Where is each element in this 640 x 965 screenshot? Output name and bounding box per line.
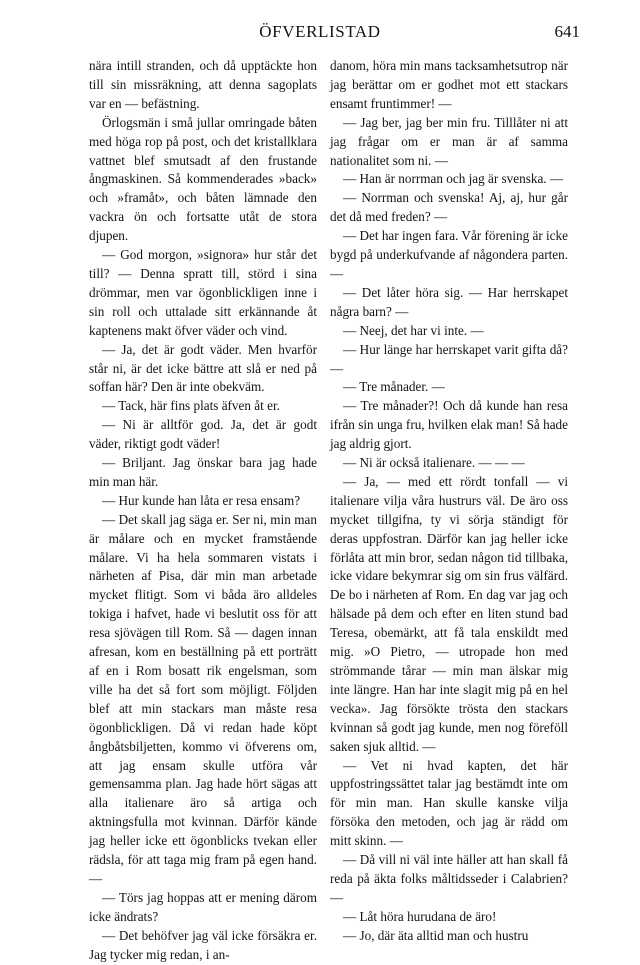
paragraph: — Norrman och svenska! Aj, aj, hur går det då med freden? —: [330, 190, 568, 225]
page-header: [60, 22, 580, 46]
paragraph: — Briljant. Jag önskar bara jag hade min man här.: [89, 455, 317, 489]
paragraph: — Neej, det har vi inte. —: [343, 322, 484, 338]
paragraph: — Det har ingen fara. Vår förening är icke bygd på underkufvande af någondera parten. —: [330, 228, 568, 281]
paragraph: — Hur kunde han låta er resa ensam?: [102, 492, 301, 508]
paragraph: — Tre månader. —: [343, 379, 445, 395]
paragraph: — Ni är alltför god. Ja, det är godt väder, riktigt godt väder!: [89, 417, 317, 452]
paragraph: — Tack, här fins plats äfven åt er.: [102, 398, 280, 414]
paragraph: — Ni är också italienare. — — —: [343, 455, 525, 471]
paragraph: — Jag ber, jag ber min fru. Tilllåter ni att jag frågar om er man är af samma nationalitet som ni. —: [330, 114, 568, 168]
left-text-column: [89, 57, 317, 965]
paragraph: — Låt höra hurudana de äro!: [343, 908, 497, 924]
paragraph: nära intill stranden, och då upptäckte hon till sin missräkning, att denna sagoplats var en — befästning.: [89, 58, 317, 111]
paragraph: — Då vill ni väl inte häller att han skall få reda på äkta folks måltidsseder i Calabrien? —: [330, 852, 568, 905]
paragraph: — Törs jag hoppas att er mening därom icke ändrats?: [89, 889, 317, 924]
paragraph: — Det behöfver jag väl icke försäkra er. Jag tycker mig redan, i an-: [89, 927, 317, 962]
right-text-column: [330, 57, 568, 946]
paragraph: Örlogsmän i små jullar omringade båten med höga rop på post, och det kristallklara vattnet blef smutsadt af den frustande ångmaskinen. Så kommenderades »back» och »framåt», och båten lämnade den vackra ön och fortsatte utåt de stora djupen.: [89, 114, 317, 244]
paragraph: — Jo, där äta alltid man och hustru: [343, 927, 529, 943]
paragraph: — Det låter höra sig. — Har herrskapet några barn? —: [330, 284, 568, 319]
paragraph: — Ja, det är godt väder. Men hvarför står ni, är det icke bättre att slå er ned på soffan här? Den är inte obekväm.: [89, 341, 317, 395]
paragraph: — Hur länge har herrskapet varit gifta då? —: [330, 341, 568, 376]
paragraph: — Tre månader?! Och då kunde han resa ifrån sin unga fru, hvilken elak man! Så hade jag aldrig gjort.: [330, 398, 568, 452]
page-title: ÖFVERLISTAD: [259, 22, 381, 41]
page-number: 641: [554, 22, 580, 41]
paragraph: — Ja, — med ett rördt tonfall — vi italienare vilja våra hustrurs väl. De äro oss mycket tillgifna, ty vi sörja ständigt för deras uppfostran. Därför kan jag heller icke förlåta att min bror, sedan någon tid tillbaka, icke vidare bekymrar sig om sin frus välfärd. De bo i närheten af Rom. En dag var jag och hälsade på dem och efter en liten stund bad Teresa, obemärkt, att få tala enskildt med mig. »O Pietro, — utropade hon med strömmande tårar — min man älskar mig inte längre. Han har inte slagit mig på en hel vecka». Jag försökte trösta den stackars kvinnan så godt jag kunde, men nog föreföll saken sjuk alltid. —: [330, 473, 568, 754]
paragraph: — Han är norrman och jag är svenska. —: [343, 171, 564, 187]
paragraph: — God morgon, »signora» hur står det till? — Denna spratt till, störd i sina drömmar, men var ögonblickligen inne i sin roll och uttalade sitt erkännande åt kaptenens makt öfver väder och vind.: [89, 247, 317, 338]
paragraph: — Det skall jag säga er. Ser ni, min man är målare och en mycket framstående målare. Vi ha hela sommaren vistats i närheten af Pisa, där min man arbetade mycket flitigt. Som vi båda äro alldeles tokiga i hafvet, hade vi beslutit oss för att resa sjövägen till Rom. Så — dagen innan afresan, kom en beställning på ett porträtt af en i Rom bosatt rik engelsman, som ville ha det så fort som möjligt. Följden blef att min stackars man måste resa ögonblickligen. Då vi redan hade köpt ångbåtsbiljetten, kommo vi öfverens om, att jag ensam skulle utföra vår gemensamma plan. Jag hade hört sägas att alla italienare äro så artiga och aktningsfulla mot kvinnan. Därför kände jag heller icke ett ögonblicks tvekan eller rädsla, för att taga mig fram på egen hand. —: [89, 511, 317, 886]
paragraph: — Vet ni hvad kapten, det här uppfostringssättet talar jag bestämdt inte om för min man. Han skulle kanske vilja försöka den metoden, och jag är rädd om mitt skinn. —: [330, 757, 568, 849]
paragraph: danom, höra min mans tacksamhetsutrop när jag berättar om er godhet mot ett stackars ensamt fruntimmer! —: [330, 58, 568, 111]
